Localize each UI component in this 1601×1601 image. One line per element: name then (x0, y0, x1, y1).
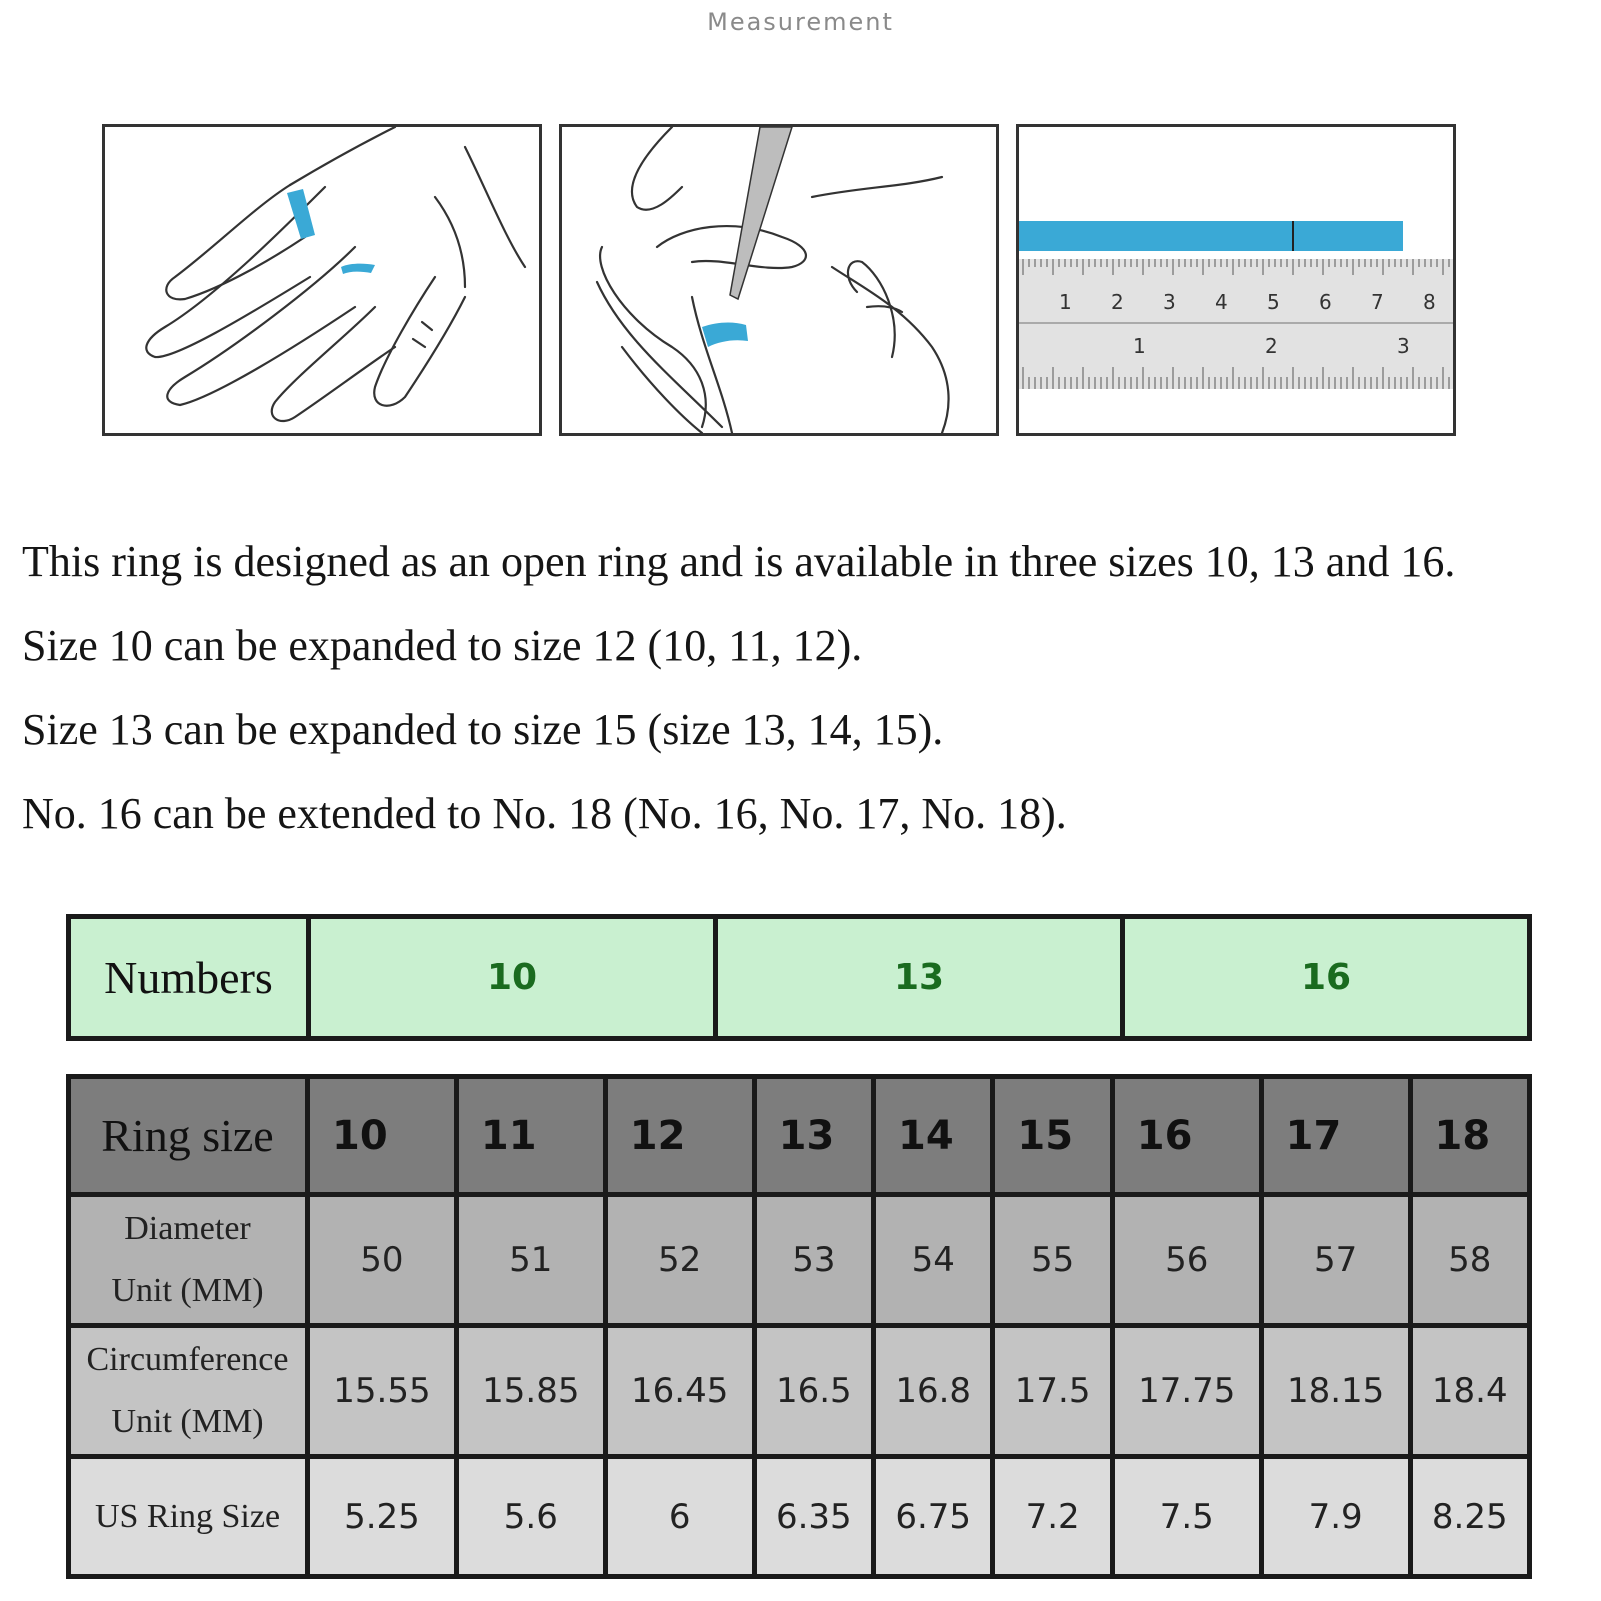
ruler-bottom-tick-label: 1 (1133, 334, 1146, 358)
diameter-label (69, 1195, 308, 1326)
ruler-bottom-tick-label: 2 (1265, 334, 1278, 358)
ruler-illustration (1019, 127, 1453, 433)
diameter-row (69, 1195, 1530, 1326)
ring-size-cell: 11 (456, 1077, 605, 1195)
diameter-cell: 55 (993, 1195, 1112, 1326)
diameter-label-line1: Diameter (124, 1210, 251, 1247)
step3-illustration (1016, 124, 1456, 436)
hand-wrap-illustration (105, 127, 539, 433)
ring-size-cell: 12 (605, 1077, 754, 1195)
ruler-top-tick-label: 7 (1371, 290, 1384, 314)
ring-size-cell: 16 (1112, 1077, 1261, 1195)
step1-illustration (102, 124, 542, 436)
us-size-cell: 6.35 (754, 1457, 873, 1577)
circumference-label (69, 1326, 308, 1457)
description-line: No. 16 can be extended to No. 18 (No. 16, No. 17, No. 18). (22, 789, 1067, 838)
us-size-cell: 7.9 (1261, 1457, 1410, 1577)
ruler-top-tick-label: 8 (1423, 290, 1436, 314)
us-size-cell: 8.25 (1410, 1457, 1529, 1577)
description-line: Size 13 can be expanded to size 15 (size 13, 14, 15). (22, 705, 944, 754)
ring-size-cell: 17 (1261, 1077, 1410, 1195)
numbers-cell: 13 (716, 917, 1123, 1039)
ruler-top-tick-label: 3 (1163, 290, 1176, 314)
circumference-cell: 17.75 (1112, 1326, 1261, 1457)
size-table (66, 1074, 1532, 1579)
us-size-cell: 6 (605, 1457, 754, 1577)
us-size-label: US Ring Size (69, 1457, 308, 1577)
numbers-label: Numbers (69, 917, 309, 1039)
ring-size-label: Ring size (69, 1077, 308, 1195)
ring-size-row (69, 1077, 1530, 1195)
circumference-cell: 16.8 (874, 1326, 993, 1457)
description-line: This ring is designed as an open ring and is available in three sizes 10, 13 and 16. (22, 537, 1456, 586)
diameter-cell: 54 (874, 1195, 993, 1326)
diameter-cell: 56 (1112, 1195, 1261, 1326)
us-size-cell: 5.25 (308, 1457, 457, 1577)
ruler-bottom-tick-label: 3 (1397, 334, 1410, 358)
circumference-cell: 16.5 (754, 1326, 873, 1457)
us-size-cell: 7.5 (1112, 1457, 1261, 1577)
circumference-cell: 18.4 (1410, 1326, 1529, 1457)
diameter-cell: 58 (1410, 1195, 1529, 1326)
us-size-cell: 5.6 (456, 1457, 605, 1577)
ring-size-cell: 18 (1410, 1077, 1529, 1195)
us-size-cell: 6.75 (874, 1457, 993, 1577)
us-size-cell: 7.2 (993, 1457, 1112, 1577)
diameter-cell: 53 (754, 1195, 873, 1326)
ruler-top-tick-label: 5 (1267, 290, 1280, 314)
circumference-cell: 15.55 (308, 1326, 457, 1457)
circumference-cell: 18.15 (1261, 1326, 1410, 1457)
ruler-top-tick-label: 4 (1215, 290, 1228, 314)
diameter-cell: 50 (308, 1195, 457, 1326)
numbers-row (69, 917, 1530, 1039)
diameter-label-line2: Unit (MM) (111, 1272, 264, 1309)
hand-mark-illustration (562, 127, 996, 433)
numbers-cell: 16 (1123, 917, 1530, 1039)
ring-size-cell: 15 (993, 1077, 1112, 1195)
description-line: Size 10 can be expanded to size 12 (10, 11, 12). (22, 621, 863, 670)
circumference-cell: 16.45 (605, 1326, 754, 1457)
diameter-cell: 57 (1261, 1195, 1410, 1326)
ring-size-cell: 14 (874, 1077, 993, 1195)
page-title: Measurement (707, 8, 894, 36)
circumference-label-line2: Unit (MM) (111, 1403, 264, 1440)
diameter-cell: 52 (605, 1195, 754, 1326)
diameter-cell: 51 (456, 1195, 605, 1326)
description (0, 520, 1601, 856)
measuring-tape (1019, 221, 1403, 251)
step2-illustration (559, 124, 999, 436)
ring-size-cell: 13 (754, 1077, 873, 1195)
ruler-top-tick-label: 6 (1319, 290, 1332, 314)
circumference-cell: 17.5 (993, 1326, 1112, 1457)
numbers-table (66, 914, 1532, 1041)
ruler-top-tick-label: 1 (1059, 290, 1072, 314)
circumference-label-line1: Circumference (86, 1341, 289, 1378)
numbers-cell: 10 (309, 917, 716, 1039)
circumference-row (69, 1326, 1530, 1457)
ruler-top-tick-label: 2 (1111, 290, 1124, 314)
us-size-row (69, 1457, 1530, 1577)
ring-size-cell: 10 (308, 1077, 457, 1195)
circumference-cell: 15.85 (456, 1326, 605, 1457)
